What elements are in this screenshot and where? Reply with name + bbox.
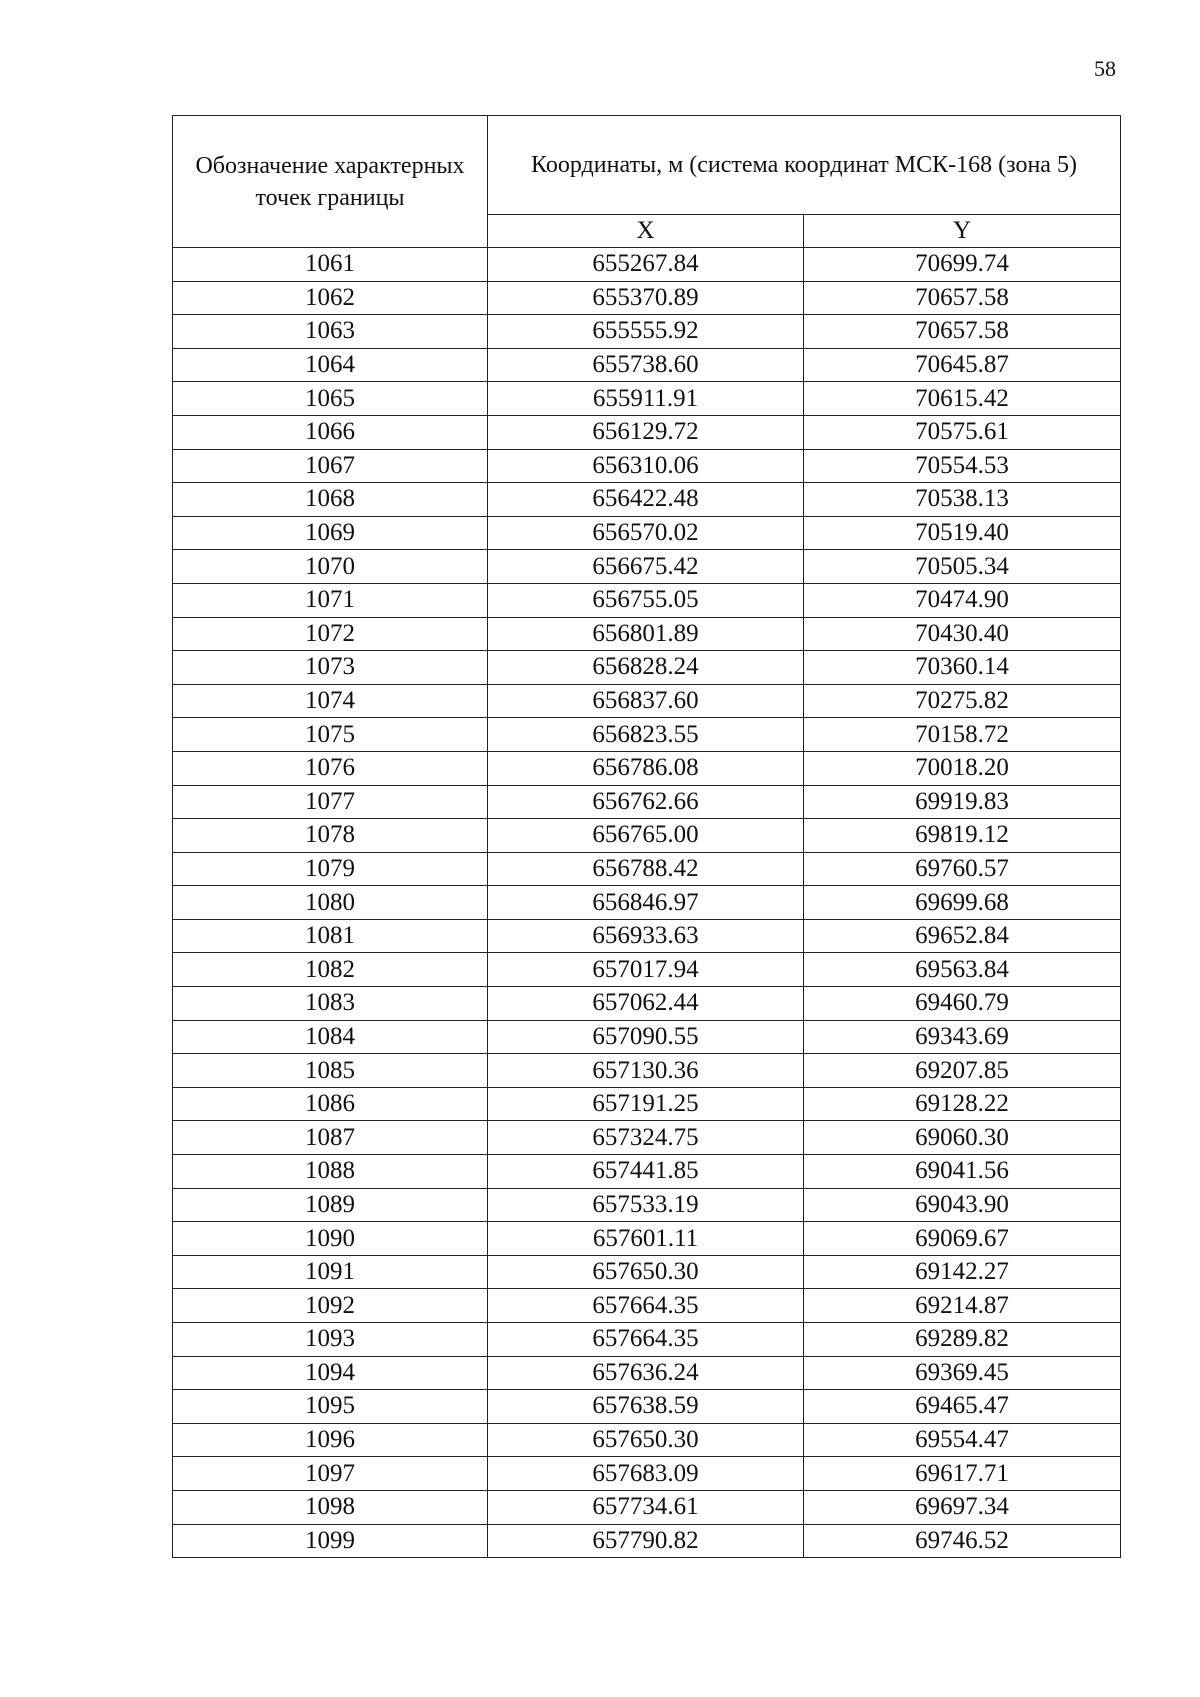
table-row bbox=[173, 550, 1121, 584]
x-coordinate-cell: 656828.24 bbox=[488, 651, 804, 685]
table-row bbox=[173, 281, 1121, 315]
point-id-cell: 1087 bbox=[173, 1121, 488, 1155]
y-coordinate-cell: 70505.34 bbox=[804, 550, 1121, 584]
table-row bbox=[173, 1390, 1121, 1424]
x-coordinate-cell: 656801.89 bbox=[488, 617, 804, 651]
y-coordinate-cell: 70699.74 bbox=[804, 248, 1121, 282]
x-coordinate-cell: 656675.42 bbox=[488, 550, 804, 584]
table-row bbox=[173, 919, 1121, 953]
point-id-cell: 1094 bbox=[173, 1356, 488, 1390]
table-row bbox=[173, 1255, 1121, 1289]
x-coordinate-cell: 657734.61 bbox=[488, 1490, 804, 1524]
x-coordinate-cell: 657650.30 bbox=[488, 1423, 804, 1457]
x-coordinate-cell: 657683.09 bbox=[488, 1457, 804, 1491]
y-coordinate-cell: 70158.72 bbox=[804, 718, 1121, 752]
point-id-cell: 1075 bbox=[173, 718, 488, 752]
table-row bbox=[173, 819, 1121, 853]
x-coordinate-cell: 655911.91 bbox=[488, 382, 804, 416]
point-id-cell: 1079 bbox=[173, 852, 488, 886]
x-coordinate-cell: 657090.55 bbox=[488, 1020, 804, 1054]
x-coordinate-cell: 656129.72 bbox=[488, 415, 804, 449]
point-id-cell: 1072 bbox=[173, 617, 488, 651]
point-id-cell: 1085 bbox=[173, 1054, 488, 1088]
y-coordinate-cell: 70360.14 bbox=[804, 651, 1121, 685]
y-coordinate-cell: 70275.82 bbox=[804, 684, 1121, 718]
table-row bbox=[173, 684, 1121, 718]
x-coordinate-cell: 657636.24 bbox=[488, 1356, 804, 1390]
y-coordinate-cell: 69746.52 bbox=[804, 1524, 1121, 1558]
table-row bbox=[173, 617, 1121, 651]
x-coordinate-cell: 656837.60 bbox=[488, 684, 804, 718]
x-coordinate-cell: 656823.55 bbox=[488, 718, 804, 752]
point-id-cell: 1069 bbox=[173, 516, 488, 550]
table-row bbox=[173, 987, 1121, 1021]
point-id-cell: 1086 bbox=[173, 1087, 488, 1121]
table-row bbox=[173, 886, 1121, 920]
y-coordinate-cell: 70554.53 bbox=[804, 449, 1121, 483]
table-row bbox=[173, 785, 1121, 819]
point-id-cell: 1078 bbox=[173, 819, 488, 853]
page-number: 58 bbox=[1094, 56, 1116, 81]
table-row bbox=[173, 516, 1121, 550]
x-coordinate-cell: 655370.89 bbox=[488, 281, 804, 315]
point-id-cell: 1089 bbox=[173, 1188, 488, 1222]
point-id-cell: 1081 bbox=[173, 919, 488, 953]
y-coordinate-cell: 69128.22 bbox=[804, 1087, 1121, 1121]
point-id-cell: 1065 bbox=[173, 382, 488, 416]
table-row bbox=[173, 1054, 1121, 1088]
table-row bbox=[173, 953, 1121, 987]
y-coordinate-cell: 69060.30 bbox=[804, 1121, 1121, 1155]
table-row bbox=[173, 1423, 1121, 1457]
point-id-cell: 1077 bbox=[173, 785, 488, 819]
table-body bbox=[173, 248, 1121, 1558]
table-row bbox=[173, 718, 1121, 752]
x-coordinate-cell: 657790.82 bbox=[488, 1524, 804, 1558]
x-coordinate-cell: 656933.63 bbox=[488, 919, 804, 953]
point-id-cell: 1091 bbox=[173, 1255, 488, 1289]
y-coordinate-cell: 69919.83 bbox=[804, 785, 1121, 819]
x-coordinate-cell: 657062.44 bbox=[488, 987, 804, 1021]
point-id-cell: 1092 bbox=[173, 1289, 488, 1323]
point-id-cell: 1061 bbox=[173, 248, 488, 282]
table-header bbox=[173, 116, 1121, 248]
x-coordinate-cell: 657664.35 bbox=[488, 1289, 804, 1323]
y-coordinate-cell: 70657.58 bbox=[804, 315, 1121, 349]
point-id-cell: 1073 bbox=[173, 651, 488, 685]
table-row bbox=[173, 1155, 1121, 1189]
x-coordinate-cell: 656788.42 bbox=[488, 852, 804, 886]
y-coordinate-cell: 70018.20 bbox=[804, 751, 1121, 785]
x-coordinate-cell: 657324.75 bbox=[488, 1121, 804, 1155]
x-coordinate-cell: 657650.30 bbox=[488, 1255, 804, 1289]
table-row bbox=[173, 1323, 1121, 1357]
x-coordinate-cell: 657130.36 bbox=[488, 1054, 804, 1088]
y-coordinate-cell: 69289.82 bbox=[804, 1323, 1121, 1357]
table-row bbox=[173, 651, 1121, 685]
table-row bbox=[173, 315, 1121, 349]
y-coordinate-cell: 69699.68 bbox=[804, 886, 1121, 920]
y-coordinate-cell: 69563.84 bbox=[804, 953, 1121, 987]
x-coordinate-cell: 657601.11 bbox=[488, 1222, 804, 1256]
y-coordinate-cell: 69142.27 bbox=[804, 1255, 1121, 1289]
header-point-label: Обозначение характерных точек границы bbox=[173, 116, 488, 248]
point-id-cell: 1097 bbox=[173, 1457, 488, 1491]
x-coordinate-cell: 655738.60 bbox=[488, 348, 804, 382]
y-coordinate-cell: 70430.40 bbox=[804, 617, 1121, 651]
coordinates-table bbox=[172, 115, 1121, 1558]
y-coordinate-cell: 70575.61 bbox=[804, 415, 1121, 449]
y-coordinate-cell: 69214.87 bbox=[804, 1289, 1121, 1323]
point-id-cell: 1066 bbox=[173, 415, 488, 449]
point-id-cell: 1074 bbox=[173, 684, 488, 718]
point-id-cell: 1098 bbox=[173, 1490, 488, 1524]
table-row bbox=[173, 1289, 1121, 1323]
x-coordinate-cell: 657664.35 bbox=[488, 1323, 804, 1357]
point-id-cell: 1082 bbox=[173, 953, 488, 987]
point-id-cell: 1068 bbox=[173, 483, 488, 517]
table-row bbox=[173, 1222, 1121, 1256]
y-coordinate-cell: 69652.84 bbox=[804, 919, 1121, 953]
point-id-cell: 1084 bbox=[173, 1020, 488, 1054]
y-coordinate-cell: 69343.69 bbox=[804, 1020, 1121, 1054]
header-y-label: Y bbox=[804, 215, 1121, 248]
y-coordinate-cell: 70615.42 bbox=[804, 382, 1121, 416]
y-coordinate-cell: 69041.56 bbox=[804, 1155, 1121, 1189]
x-coordinate-cell: 657017.94 bbox=[488, 953, 804, 987]
point-id-cell: 1088 bbox=[173, 1155, 488, 1189]
y-coordinate-cell: 70474.90 bbox=[804, 583, 1121, 617]
table-row bbox=[173, 1020, 1121, 1054]
table-row bbox=[173, 1188, 1121, 1222]
header-coords-label: Координаты, м (система координат МСК-168 (зона 5) bbox=[488, 116, 1121, 215]
table-row bbox=[173, 483, 1121, 517]
point-id-cell: 1067 bbox=[173, 449, 488, 483]
table-row bbox=[173, 1356, 1121, 1390]
y-coordinate-cell: 69554.47 bbox=[804, 1423, 1121, 1457]
y-coordinate-cell: 69697.34 bbox=[804, 1490, 1121, 1524]
x-coordinate-cell: 656786.08 bbox=[488, 751, 804, 785]
table-row bbox=[173, 449, 1121, 483]
y-coordinate-cell: 69760.57 bbox=[804, 852, 1121, 886]
x-coordinate-cell: 656570.02 bbox=[488, 516, 804, 550]
table-row bbox=[173, 1121, 1121, 1155]
x-coordinate-cell: 655267.84 bbox=[488, 248, 804, 282]
table-row bbox=[173, 248, 1121, 282]
point-id-cell: 1090 bbox=[173, 1222, 488, 1256]
y-coordinate-cell: 70645.87 bbox=[804, 348, 1121, 382]
header-x-label: X bbox=[488, 215, 804, 248]
point-id-cell: 1076 bbox=[173, 751, 488, 785]
y-coordinate-cell: 69369.45 bbox=[804, 1356, 1121, 1390]
point-id-cell: 1063 bbox=[173, 315, 488, 349]
y-coordinate-cell: 70657.58 bbox=[804, 281, 1121, 315]
table-row bbox=[173, 583, 1121, 617]
y-coordinate-cell: 70519.40 bbox=[804, 516, 1121, 550]
y-coordinate-cell: 69207.85 bbox=[804, 1054, 1121, 1088]
y-coordinate-cell: 69819.12 bbox=[804, 819, 1121, 853]
point-id-cell: 1093 bbox=[173, 1323, 488, 1357]
table-row bbox=[173, 1524, 1121, 1558]
point-id-cell: 1095 bbox=[173, 1390, 488, 1424]
table-row bbox=[173, 1087, 1121, 1121]
y-coordinate-cell: 70538.13 bbox=[804, 483, 1121, 517]
table-row bbox=[173, 348, 1121, 382]
x-coordinate-cell: 657638.59 bbox=[488, 1390, 804, 1424]
x-coordinate-cell: 656310.06 bbox=[488, 449, 804, 483]
table-row bbox=[173, 852, 1121, 886]
point-id-cell: 1062 bbox=[173, 281, 488, 315]
table-row bbox=[173, 1457, 1121, 1491]
x-coordinate-cell: 656755.05 bbox=[488, 583, 804, 617]
point-id-cell: 1064 bbox=[173, 348, 488, 382]
x-coordinate-cell: 655555.92 bbox=[488, 315, 804, 349]
point-id-cell: 1099 bbox=[173, 1524, 488, 1558]
y-coordinate-cell: 69043.90 bbox=[804, 1188, 1121, 1222]
table-row bbox=[173, 751, 1121, 785]
point-id-cell: 1071 bbox=[173, 583, 488, 617]
table-row bbox=[173, 415, 1121, 449]
x-coordinate-cell: 657191.25 bbox=[488, 1087, 804, 1121]
x-coordinate-cell: 656422.48 bbox=[488, 483, 804, 517]
table-row bbox=[173, 382, 1121, 416]
x-coordinate-cell: 656762.66 bbox=[488, 785, 804, 819]
point-id-cell: 1096 bbox=[173, 1423, 488, 1457]
point-id-cell: 1080 bbox=[173, 886, 488, 920]
y-coordinate-cell: 69069.67 bbox=[804, 1222, 1121, 1256]
x-coordinate-cell: 657441.85 bbox=[488, 1155, 804, 1189]
y-coordinate-cell: 69460.79 bbox=[804, 987, 1121, 1021]
y-coordinate-cell: 69617.71 bbox=[804, 1457, 1121, 1491]
y-coordinate-cell: 69465.47 bbox=[804, 1390, 1121, 1424]
x-coordinate-cell: 656846.97 bbox=[488, 886, 804, 920]
point-id-cell: 1070 bbox=[173, 550, 488, 584]
x-coordinate-cell: 656765.00 bbox=[488, 819, 804, 853]
table-row bbox=[173, 1490, 1121, 1524]
x-coordinate-cell: 657533.19 bbox=[488, 1188, 804, 1222]
point-id-cell: 1083 bbox=[173, 987, 488, 1021]
